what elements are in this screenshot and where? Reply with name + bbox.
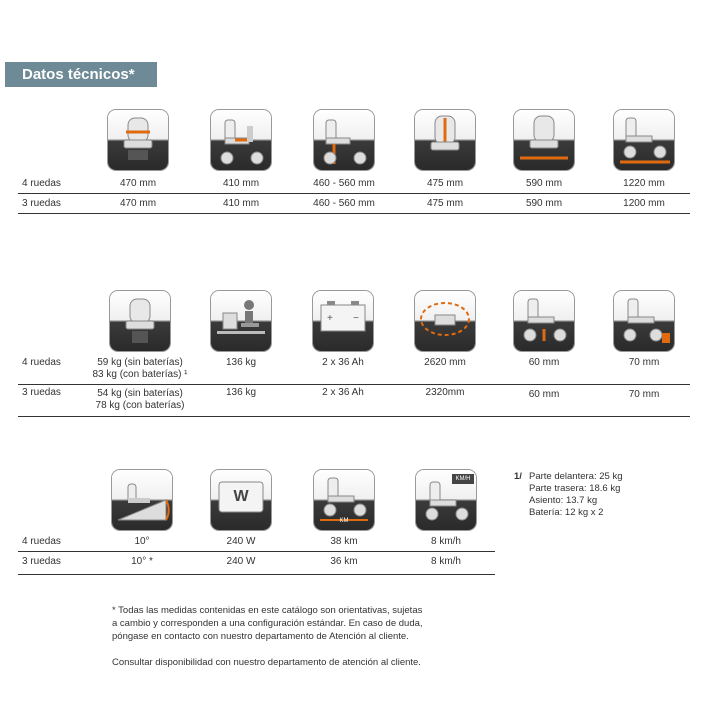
max-speed-label: KM/H <box>455 476 471 482</box>
footnote-line: Batería: 12 kg x 2 <box>529 507 604 518</box>
motor-power-label: W <box>233 488 249 505</box>
s2-3r-value: 60 mm <box>528 389 560 400</box>
s3-3r-value: 240 W <box>226 556 256 567</box>
s2-4r-value-extra: 83 kg (con baterías) ¹ <box>92 369 188 380</box>
s1-4r-value: 470 mm <box>119 178 157 189</box>
row-label-4-ruedas: 4 ruedas <box>22 178 61 189</box>
s2-3r-value: 70 mm <box>628 389 660 400</box>
max-speed-icon <box>416 470 476 530</box>
s1-4r-value: 460 - 560 mm <box>313 178 375 189</box>
s2-4r-value: 70 mm <box>628 357 660 368</box>
row-label-4-ruedas: 4 ruedas <box>22 357 61 368</box>
seat-width-icon <box>108 110 168 170</box>
row-label-4-ruedas: 4 ruedas <box>22 536 61 547</box>
divider <box>18 193 690 194</box>
disclaimer-line: a cambio y corresponden a una configuración estándar. En caso de duda, <box>112 618 423 629</box>
divider <box>18 416 690 417</box>
s2-4r-value: 59 kg (sin baterías) <box>97 357 183 368</box>
divider <box>18 551 495 552</box>
disclaimer-line: * Todas las medidas contenidas en este catálogo son orientativas, sujetas <box>112 605 423 616</box>
s2-3r-value: 136 kg <box>225 387 257 398</box>
s1-4r-value: 475 mm <box>426 178 464 189</box>
s2-3r-value: 2320mm <box>425 387 465 398</box>
s3-3r-value: 8 km/h <box>430 556 461 567</box>
divider <box>18 574 495 575</box>
divider <box>18 213 690 214</box>
motor-power-icon <box>211 470 271 530</box>
s1-4r-value: 410 mm <box>222 178 260 189</box>
s3-4r-value: 8 km/h <box>430 536 461 547</box>
s1-4r-value: 590 mm <box>525 178 563 189</box>
seat-height-icon <box>314 110 374 170</box>
svg-text:−: − <box>353 313 359 324</box>
s1-3r-value: 1200 mm <box>623 198 665 209</box>
s2-4r-value: 2620 mm <box>424 357 466 368</box>
s3-3r-value: 10° * <box>131 556 153 567</box>
s3-4r-value: 10° <box>134 536 150 547</box>
s2-4r-value: 60 mm <box>528 357 560 368</box>
disclaimer-line: póngase en contacto con nuestro departamento de Atención al cliente. <box>112 631 409 642</box>
row-label-3-ruedas: 3 ruedas <box>22 198 61 209</box>
seat-depth-icon <box>211 110 271 170</box>
s1-3r-value: 410 mm <box>222 198 260 209</box>
s1-3r-value: 470 mm <box>119 198 157 209</box>
s2-3r-value: 2 x 36 Ah <box>322 387 364 398</box>
s3-3r-value: 36 km <box>330 556 358 567</box>
s1-4r-value: 1220 mm <box>623 178 665 189</box>
turning-radius-icon <box>415 291 475 351</box>
backrest-height-icon <box>415 110 475 170</box>
overall-length-icon <box>614 110 674 170</box>
total-weight-icon <box>110 291 170 351</box>
s3-4r-value: 38 km <box>330 536 358 547</box>
footnote-line: Parte trasera: 18.6 kg <box>529 483 621 494</box>
footnote-line: Asiento: 13.7 kg <box>529 495 598 506</box>
divider <box>18 384 690 385</box>
ground-clearance-icon <box>514 291 574 351</box>
s2-3r-value: 54 kg (sin baterías) <box>97 388 183 399</box>
battery-icon <box>313 291 373 351</box>
obstacle-height-icon <box>614 291 674 351</box>
max-user-weight-icon <box>211 291 271 351</box>
section-header: Datos técnicos* <box>5 62 157 87</box>
overall-width-icon <box>514 110 574 170</box>
range-label: KM <box>339 518 349 524</box>
max-slope-icon <box>112 470 172 530</box>
s1-3r-value: 475 mm <box>426 198 464 209</box>
s1-3r-value: 460 - 560 mm <box>313 198 375 209</box>
range-icon <box>314 470 374 530</box>
svg-text:+: + <box>327 313 333 324</box>
s3-4r-value: 240 W <box>226 536 256 547</box>
footnote-line: Parte delantera: 25 kg <box>529 471 623 482</box>
s2-4r-value: 2 x 36 Ah <box>322 357 364 368</box>
footnote-marker: 1/ <box>514 471 522 482</box>
s2-3r-value-extra: 78 kg (con baterías) <box>95 400 185 411</box>
row-label-3-ruedas: 3 ruedas <box>22 556 61 567</box>
row-label-3-ruedas: 3 ruedas <box>22 387 61 398</box>
s1-3r-value: 590 mm <box>525 198 563 209</box>
contact-note: Consultar disponibilidad con nuestro departamento de atención al cliente. <box>112 657 421 668</box>
s2-4r-value: 136 kg <box>225 357 257 368</box>
